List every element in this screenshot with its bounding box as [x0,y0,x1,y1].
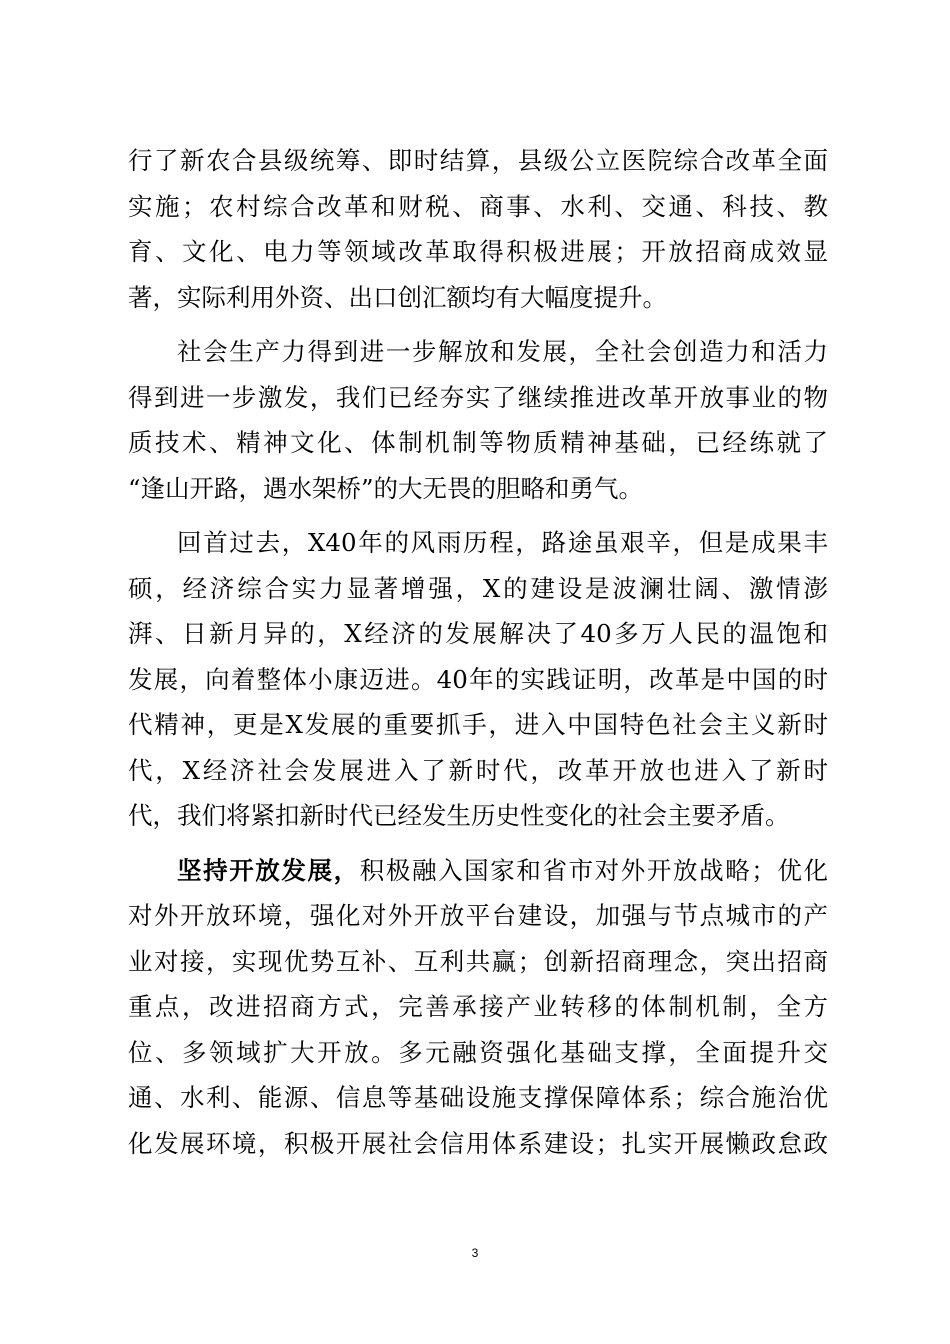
text-line: 位、多领域扩大开放。多元融资强化基础支撑，全面提升交 [128,1037,828,1067]
text-line: 回首过去，X40年的风雨历程，路途虽艰辛，但是成果丰 [177,528,828,557]
text-line: 硕，经济综合实力显著增强，X的建设是波澜壮阔、激情澎 [128,573,828,603]
page-number: 3 [471,1246,479,1260]
text-line: 育、文化、电力等领域改革取得积极进展；开放招商成效显 [128,237,828,266]
text-line: 得到进一步激发，我们已经夯实了继续推进改革开放事业的物 [128,382,828,412]
text-line: 质技术、精神文化、体制机制等物质精神基础，已经练就了 [128,428,828,457]
paragraph-4 [128,848,828,1167]
text-line-content: 积极融入国家和省市对外开放战略；优化 [359,855,829,885]
text-line: 实施；农村综合改革和财税、商事、水利、交通、科技、教 [128,191,828,221]
document-body [128,138,828,1175]
paragraph-3 [128,520,828,839]
text-line: 业对接，实现优势互补、互利共赢；创新招商理念，突出招商 [128,946,828,976]
text-line: 代，我们将紧扣新时代已经发生历史性变化的社会主要矛盾。 [128,801,790,830]
text-line: 行了新农合县级统筹、即时结算，县级公立医院综合改革全面 [128,146,828,175]
paragraph-2 [128,329,828,511]
text-line: 著，实际利用外资、出口创汇额均有大幅度提升。 [128,282,667,312]
bold-lead-heading: 坚持开放发展， [177,855,360,885]
text-line: 社会生产力得到进一步解放和发展，全社会创造力和活力 [177,337,828,366]
text-line [128,848,828,894]
text-line: 化发展环境，积极开展社会信用体系建设；扎实开展懒政怠政 [128,1128,828,1158]
text-line: 代，X经济社会发展进入了新时代，改革开放也进入了新时 [128,755,828,785]
text-line: 发展，向着整体小康迈进。40年的实践证明，改革是中国的时 [128,664,828,694]
text-line: “逢山开路，遇水架桥”的大无畏的胆略和勇气。 [128,473,644,503]
text-line: 湃、日新月异的，X经济的发展解决了40多万人民的温饱和 [128,619,828,648]
text-line: 通、水利、能源、信息等基础设施支撑保障体系；综合施治优 [128,1083,828,1112]
text-line: 重点，改进招商方式，完善承接产业转移的体制机制，全方 [128,992,828,1021]
text-line: 对外开放环境，强化对外开放平台建设，加强与节点城市的产 [128,901,828,930]
text-line: 代精神，更是X发展的重要抓手，进入中国特色社会主义新时 [128,710,828,739]
paragraph-1 [128,138,828,320]
